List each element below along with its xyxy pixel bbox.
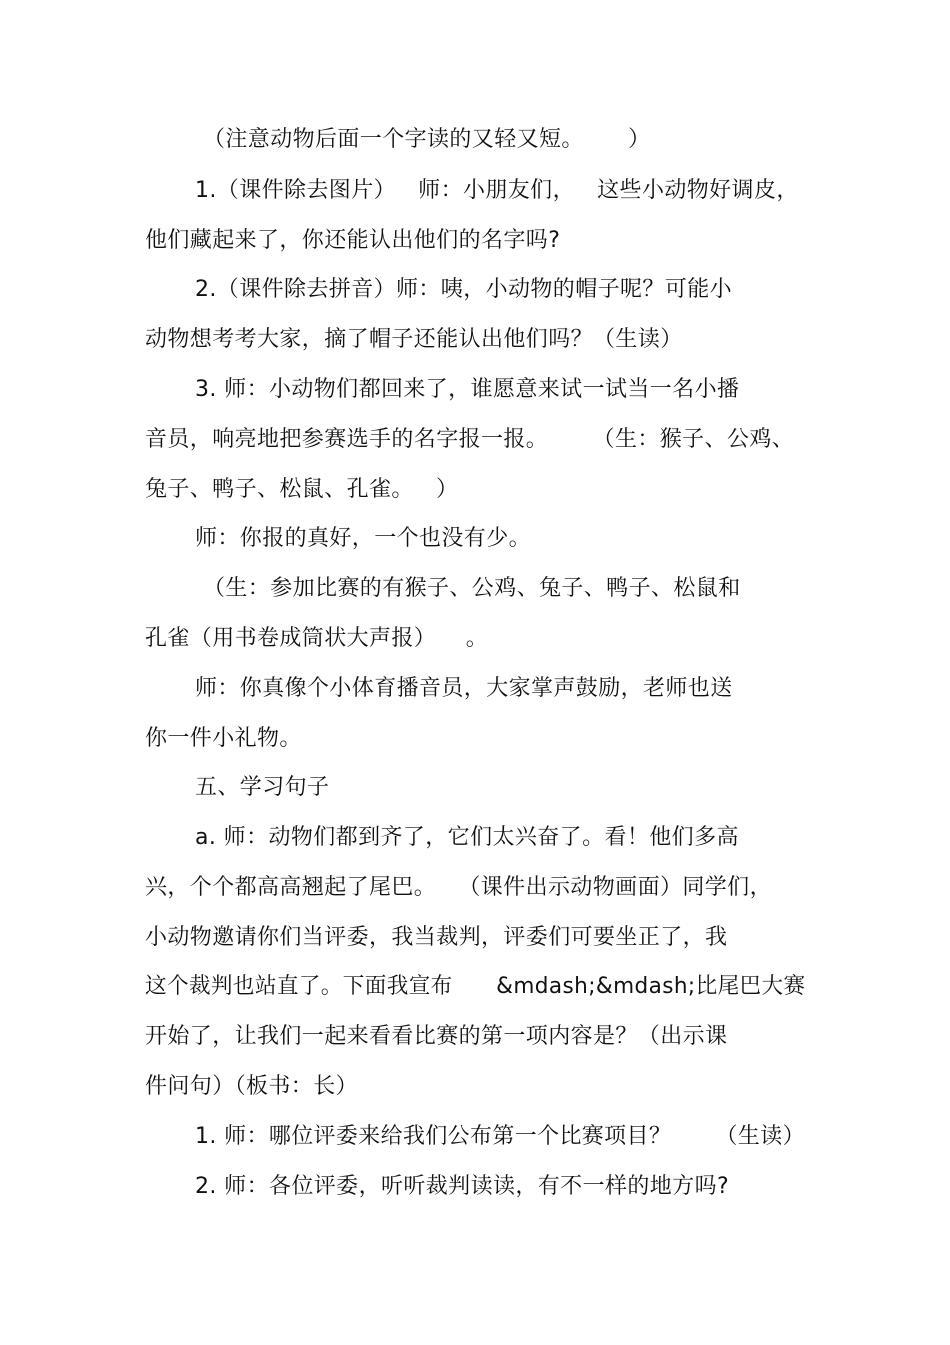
text-line: a. 师：动物们都到齐了，它们太兴奋了。看！他们多高 [195, 825, 739, 850]
text-line: 他们藏起来了，你还能认出他们的名字吗? [145, 228, 561, 253]
text-line: （生：参加比赛的有猴子、公鸡、兔子、鸭子、松鼠和 [203, 576, 741, 601]
text-line: 2.（课件除去拼音）师：咦，小动物的帽子呢？可能小 [195, 277, 732, 302]
text-line: 1. 师：哪位评委来给我们公布第一个比赛项目？ （生读） [195, 1124, 805, 1149]
text-line: 2. 师：各位评委，听听裁判读读，有不一样的地方吗? [195, 1174, 730, 1199]
text-line: 孔雀（用书卷成筒状大声报） 。 [145, 626, 489, 651]
text-line: 这个裁判也站直了。下面我宣布 &mdash;&mdash;比尾巴大赛 [145, 974, 806, 999]
text-line: 小动物邀请你们当评委，我当裁判，评委们可要坐正了，我 [145, 925, 728, 950]
text-line: 音员，响亮地把参赛选手的名字报一报。 （生：猴子、公鸡、 [145, 427, 795, 452]
text-line: 兔子、鸭子、松鼠、孔雀。 ） [145, 477, 459, 502]
text-line: 动物想考考大家，摘了帽子还能认出他们吗？（生读） [145, 327, 683, 352]
text-line: 师：你真像个小体育播音员，大家掌声鼓励，老师也送 [195, 676, 733, 701]
text-line: 3. 师：小动物们都回来了，谁愿意来试一试当一名小播 [195, 377, 740, 402]
text-line: 兴，个个都高高翘起了尾巴。 （课件出示动物画面）同学们， [145, 875, 772, 900]
text-line: 开始了，让我们一起来看看比赛的第一项内容是？（出示课 [145, 1024, 728, 1049]
section-heading: 五、学习句子 [195, 775, 330, 800]
text-line: 你一件小礼物。 [145, 726, 302, 751]
text-line: 件问句）（板书：长） [145, 1074, 359, 1099]
text-line: 1.（课件除去图片） 师：小朋友们， 这些小动物好调皮， [195, 178, 799, 203]
text-line: （注意动物后面一个字读的又轻又短。 ） [203, 127, 651, 152]
text-line: 师：你报的真好，一个也没有少。 [195, 526, 532, 551]
